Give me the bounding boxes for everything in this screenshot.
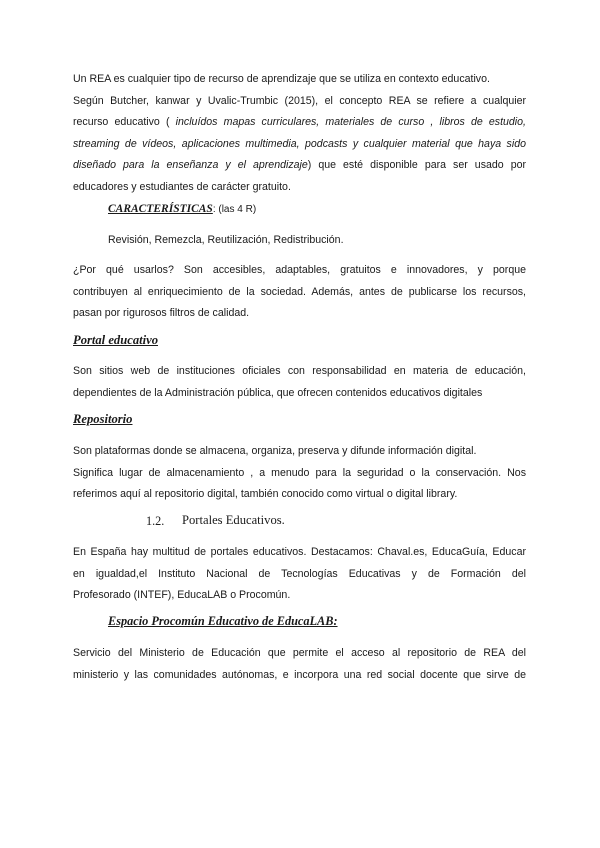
repositorio-line-1: Son plataformas donde se almacena, organiza, preserva y difunde información digital. [73,445,477,457]
espana-line-3: Profesorado (INTEF), EducaLAB o Procomún. [73,589,291,602]
porque-line-2: contribuyen al enriquecimiento de la sociedad. Además, antes de publicarse los recursos, [73,285,526,298]
portal-heading: Portal educativo [73,333,158,347]
espana-line-1: En España hay multitud de portales educativos. Destacamos: Chaval.es, EducaGuía, Educar [73,546,526,558]
caracteristicas-heading-row [108,199,408,221]
intro-line-3 [73,112,526,134]
espana-paragraph [73,542,526,607]
portal-paragraph [73,361,526,404]
portal-heading-row [73,330,526,353]
repositorio-paragraph [73,441,526,506]
repositorio-heading-row [73,409,526,432]
intro-line-1: Un REA es cualquier tipo de recurso de aprendizaje que se utiliza en contexto educativo. [73,73,490,85]
intro-line-6: educadores y estudiantes de carácter gratuito. [73,180,291,193]
intro-line-4 [73,134,526,156]
repositorio-line-2: Significa lugar de almacenamiento , a menudo para la seguridad o la conservación. Nos [73,466,526,479]
intro-line-2: Según Butcher, kanwar y Uvalic-Trumbic (2015), el concepto REA se refiere a cualquier [73,94,526,107]
procomun-line-1: Servicio del Ministerio de Educación que permite el acceso al repositorio de REA del [73,647,526,659]
intro-line-5-italic: diseñado para la enseñanza y el aprendizaje [73,159,308,172]
procomun-heading-row [108,611,508,634]
caracteristicas-heading: CARACTERÍSTICAS [108,203,213,215]
intro-line-4-italic: streaming de vídeos, aplicaciones multimedia, podcasts y cualquier material que haya sido [73,137,526,150]
repositorio-line-3: referimos aquí al repositorio digital, también conocido como virtual o digital library. [73,488,458,501]
intro-line-5 [73,155,526,177]
porque-line-3: pasan por rigurosos filtros de calidad. [73,307,250,320]
intro-line-5-rest: ) que esté disponible para ser usado por [307,159,527,172]
porque-line-1: ¿Por qué usarlos? Son accesibles, adaptables, gratuitos e innovadores, y porque [73,264,526,276]
intro-line-3-italic: incluídos mapas curriculares, materiales de curso , libros de estudio, [175,116,526,129]
intro-paragraph [73,69,526,199]
procomun-heading: Espacio Procomún Educativo de EducaLAB: [108,614,338,628]
caracteristicas-list: Revisión, Remezcla, Reutilización, Redistribución. [108,234,344,246]
repositorio-heading: Repositorio [73,412,133,426]
section-number: 1.2. [146,514,165,528]
section-title: Portales Educativos. [182,513,285,527]
intro-line-3-start: recurso educativo ( [73,116,176,129]
procomun-paragraph [73,643,526,686]
portal-line-2: dependientes de la Administración pública, que ofrecen contenidos educativos digitales [73,386,483,399]
caracteristicas-suffix: : (las 4 R) [212,204,257,215]
espana-line-2: en igualdad,el Instituto Nacional de Tecnologías Educativas y de Formación del [73,567,526,580]
portal-line-1: Son sitios web de instituciones oficiales con responsabilidad en materia de educación, [73,365,526,377]
porque-paragraph [73,260,526,325]
procomun-line-2: ministerio y las comunidades autónomas, e incorpora una red social docente que sirve de [73,668,526,681]
